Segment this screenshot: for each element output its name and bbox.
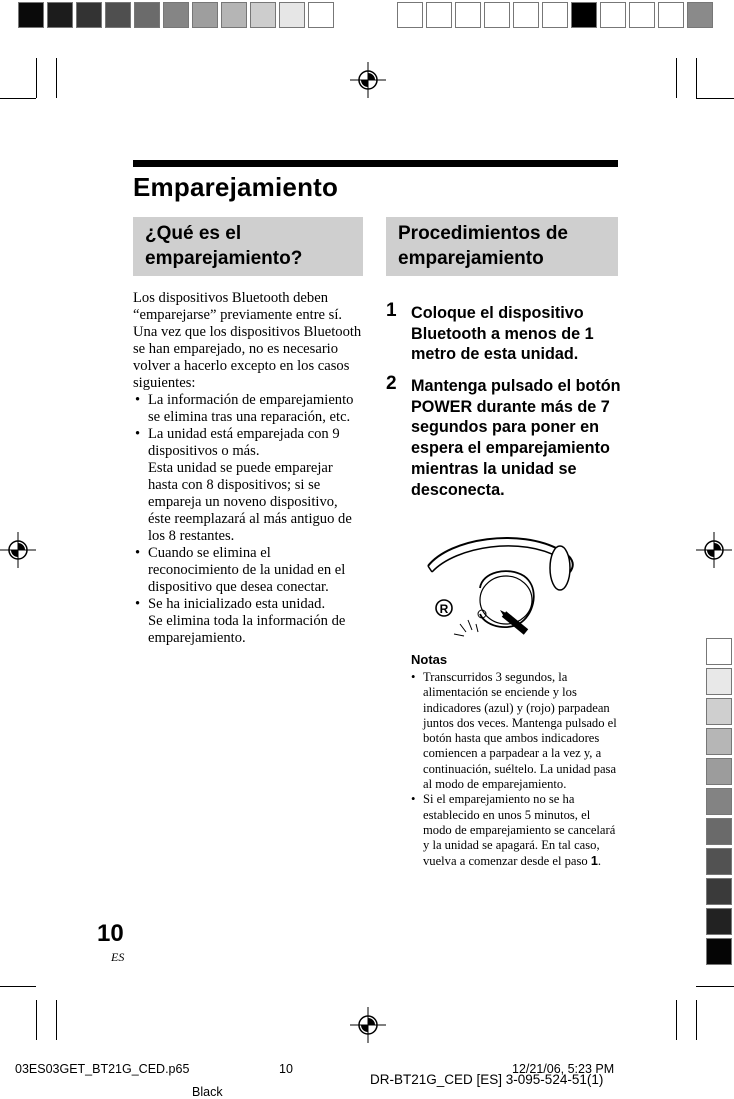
gray-step-swatch xyxy=(76,2,102,28)
registration-swatch xyxy=(629,2,655,28)
step-text: Mantenga pulsado el botón POWER durante más de 7 segundos para poner en espera el emparejamiento mientras la unidad se desconecta. xyxy=(411,377,621,499)
step-text: Coloque el dispositivo Bluetooth a menos de 1 metro de esta unidad. xyxy=(411,304,594,364)
left-body-text xyxy=(133,290,363,647)
registration-mark-left xyxy=(0,530,40,570)
page-number: 10 xyxy=(97,920,124,947)
list-item: • Si el emparejamiento no se ha establecido en unos 5 minutos, el modo de emparejamiento se cancelará y la unidad se apagará. En tal caso, vuelva a comenzar desde el paso 1. xyxy=(411,792,619,868)
footer-page: 10 xyxy=(279,1062,293,1076)
cases-list xyxy=(133,392,363,647)
registration-swatch xyxy=(426,2,452,28)
side-gray-swatch xyxy=(706,758,732,785)
registration-mark-right xyxy=(694,530,734,570)
footer-color: Black xyxy=(192,1085,223,1099)
side-gray-swatch xyxy=(706,818,732,845)
notes-list xyxy=(411,670,619,869)
side-gray-swatch xyxy=(706,848,732,875)
list-item: • La información de emparejamiento se elimina tras una reparación, etc. xyxy=(133,392,363,426)
list-item: • La unidad está emparejada con 9 dispositivos o más. Esta unidad se puede emparejar hasta con 8 dispositivos; si se empareja un noveno dispositivo, éste reemplazará al más antiguo de los 8 restantes. xyxy=(133,426,363,545)
side-gray-swatch xyxy=(706,668,732,695)
notes-text xyxy=(411,670,619,869)
gray-step-swatch xyxy=(134,2,160,28)
side-gray-swatch xyxy=(706,638,732,665)
registration-swatch xyxy=(484,2,510,28)
gray-step-swatch xyxy=(279,2,305,28)
step-1 xyxy=(386,300,621,365)
side-gray-swatch xyxy=(706,728,732,755)
registration-mark-bottom xyxy=(348,1005,388,1045)
list-item: • Cuando se elimina el reconocimiento de la unidad en el dispositivo que desea conectar. xyxy=(133,545,363,596)
registration-swatch xyxy=(658,2,684,28)
right-ear-label: R xyxy=(439,602,449,616)
gray-step-swatch xyxy=(308,2,334,28)
list-item: • Se ha inicializado esta unidad. Se elimina toda la información de emparejamiento. xyxy=(133,596,363,647)
gray-step-swatch xyxy=(105,2,131,28)
side-gray-swatch xyxy=(706,698,732,725)
registration-swatch xyxy=(687,2,713,28)
gray-step-swatch xyxy=(250,2,276,28)
gray-step-swatch xyxy=(18,2,44,28)
step-reference: 1 xyxy=(590,853,598,868)
footer-filename: 03ES03GET_BT21G_CED.p65 xyxy=(15,1062,190,1076)
notes-title: Notas xyxy=(411,652,448,667)
gray-step-swatch xyxy=(221,2,247,28)
intro-paragraph: Los dispositivos Bluetooth deben “emparejarse” previamente entre sí. Una vez que los dispositivos Bluetooth se han emparejado, no es necesario volver a hacerlo excepto en los casos siguientes: xyxy=(133,290,362,391)
registration-swatch xyxy=(513,2,539,28)
list-item: • Transcurridos 3 segundos, la alimentación se enciende y los indicadores (azul) y (rojo) parpadean juntos dos veces. Mantenga pulsado el botón hasta que ambos indicadores comiencen a parpadear a la vez y, a continuación, suéltelo. La unidad pasa al modo de emparejamiento. xyxy=(411,670,619,792)
side-gray-swatch xyxy=(706,788,732,815)
page-language: ES xyxy=(111,950,125,964)
gray-step-swatch xyxy=(47,2,73,28)
side-gray-swatch xyxy=(706,908,732,935)
page-title: Emparejamiento xyxy=(133,172,339,202)
side-gray-swatch xyxy=(706,878,732,905)
registration-swatch xyxy=(542,2,568,28)
title-rule xyxy=(133,160,618,167)
registration-mark-top xyxy=(348,60,388,100)
gray-step-swatch xyxy=(163,2,189,28)
registration-swatch xyxy=(600,2,626,28)
right-section-heading: Procedimientos de emparejamiento xyxy=(386,217,618,276)
step-number: 2 xyxy=(386,373,397,394)
footer-doc-code: DR-BT21G_CED [ES] 3-095-524-51(1) xyxy=(370,1072,604,1087)
side-gray-swatch xyxy=(706,938,732,965)
headset-illustration xyxy=(420,528,580,646)
step-number: 1 xyxy=(386,300,397,321)
registration-swatch xyxy=(455,2,481,28)
registration-swatch xyxy=(571,2,597,28)
registration-swatch xyxy=(397,2,423,28)
gray-step-swatch xyxy=(192,2,218,28)
footer-date: 12/21/06, 5:23 PM xyxy=(512,1062,615,1076)
left-section-heading: ¿Qué es el emparejamiento? xyxy=(133,217,363,276)
step-2 xyxy=(386,373,621,500)
